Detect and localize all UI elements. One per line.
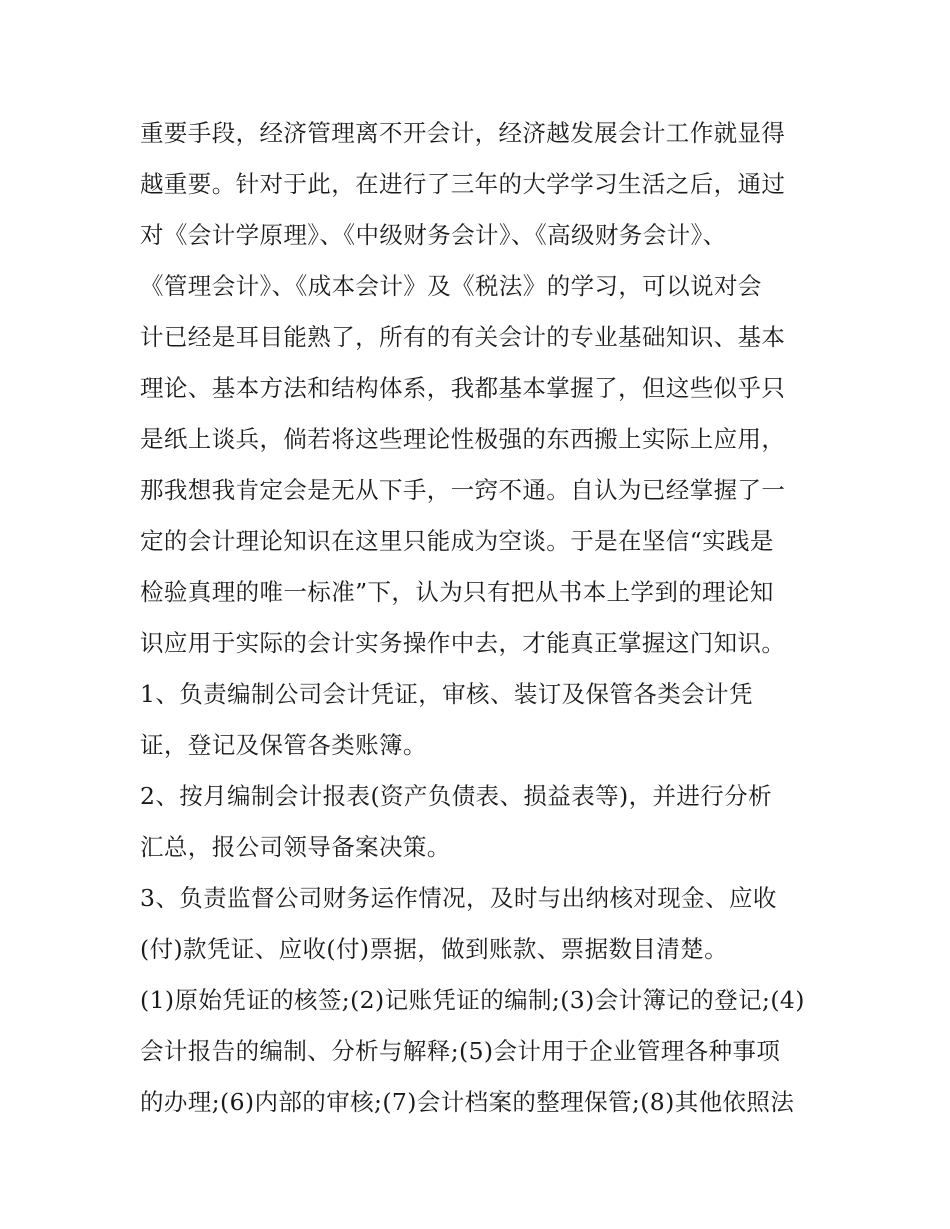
text-line: 是纸上谈兵，倘若将这些理论性极强的东西搬上实际上应用， [140, 425, 786, 453]
text-line: 检验真理的唯一标准”下，认为只有把从书本上学到的理论知 [140, 578, 774, 606]
text-line: 《管理会计》、《成本会计》及《税法》的学习，可以说对会 [140, 272, 762, 300]
list-item-1-line: 1、负责编制公司会计凭证，审核、装订及保管各类会计凭 [140, 680, 753, 708]
text-line: (1)原始凭证的核签;(2)记账凭证的编制;(3)会计簿记的登记;(4) [140, 986, 805, 1014]
text-line: 越重要。针对于此，在进行了三年的大学学习生活之后，通过 [140, 170, 786, 198]
text-line: 识应用于实际的会计实务操作中去，才能真正掌握这门知识。 [140, 629, 786, 657]
list-item-3-line: (付)款凭证、应收(付)票据，做到账款、票据数目清楚。 [140, 935, 728, 963]
list-item-2-line: 2、按月编制会计报表(资产负债表、损益表等)，并进行分析 [140, 782, 772, 810]
text-line: 那我想我肯定会是无从下手，一窍不通。自认为已经掌握了一 [140, 476, 786, 504]
text-line: 计已经是耳目能熟了，所有的有关会计的专业基础知识、基本 [140, 323, 786, 351]
document-body [140, 108, 820, 1128]
text-line: 会计报告的编制、分析与解释;(5)会计用于企业管理各种事项 [140, 1037, 781, 1065]
text-line: 的办理;(6)内部的审核;(7)会计档案的整理保管;(8)其他依照法 [140, 1088, 795, 1116]
text-line: 定的会计理论知识在这里只能成为空谈。于是在坚信“实践是 [140, 527, 774, 555]
text-line: 理论、基本方法和结构体系，我都基本掌握了，但这些似乎只 [140, 374, 786, 402]
text-line: 对《会计学原理》、《中级财务会计》、《高级财务会计》、 [140, 221, 727, 249]
list-item-2-line: 汇总，报公司领导备案决策。 [140, 833, 451, 861]
text-line: 重要手段，经济管理离不开会计，经济越发展会计工作就显得 [140, 119, 786, 147]
list-item-1-line: 证，登记及保管各类账簿。 [140, 731, 427, 759]
list-item-3-line: 3、负责监督公司财务运作情况，及时与出纳核对现金、应收 [140, 884, 777, 912]
